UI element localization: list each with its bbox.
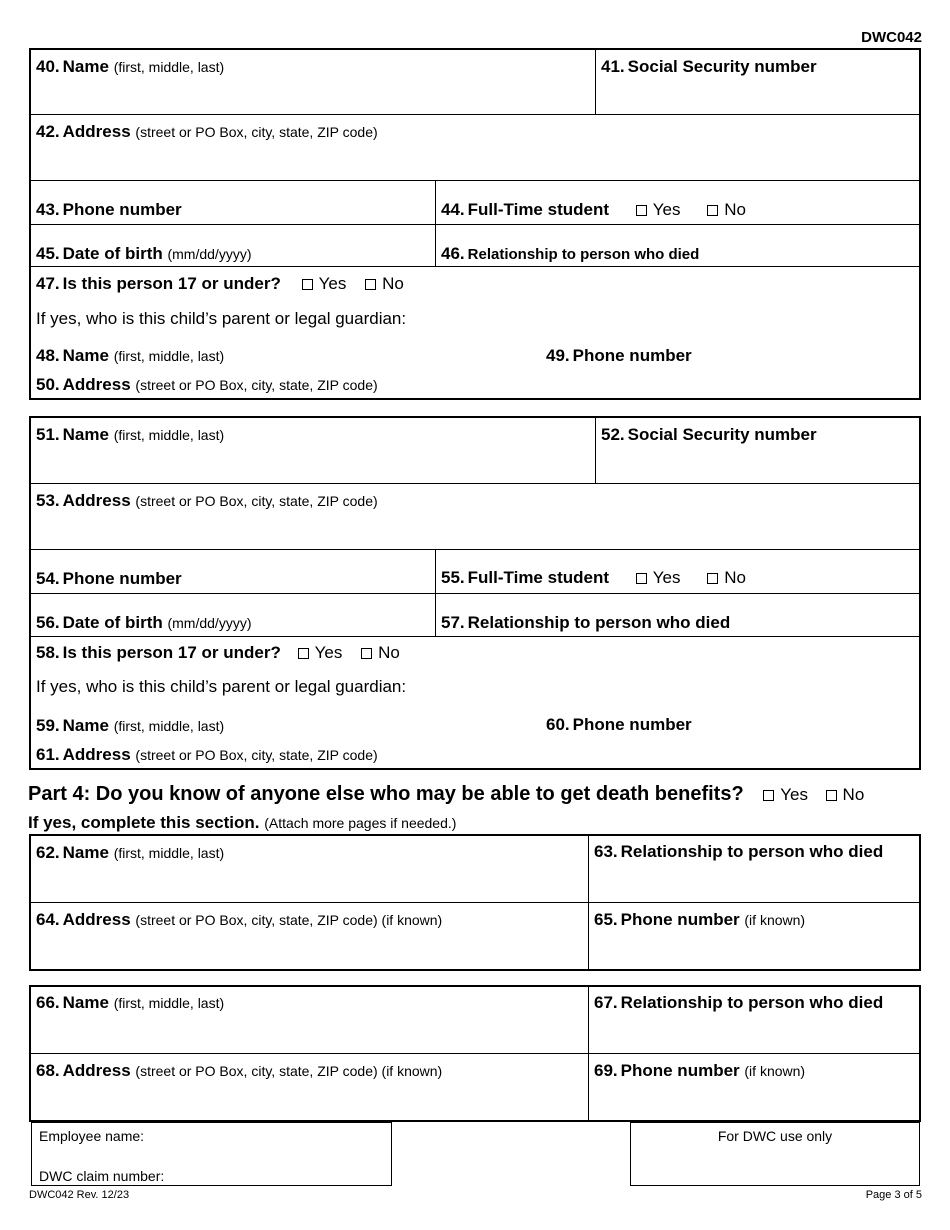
field-title: Phone number [620, 1061, 740, 1080]
guardian-prompt: If yes, who is this child’s parent or legal guardian: [36, 677, 407, 696]
field-number: 48. [36, 346, 60, 365]
field-note: (street or PO Box, city, state, ZIP code) [135, 124, 378, 140]
dob-field[interactable] [36, 244, 251, 264]
claim-number-label: DWC claim number: [39, 1168, 165, 1184]
employee-info-box [31, 1122, 392, 1186]
field-note: (if known) [744, 912, 806, 928]
guardian-prompt: If yes, who is this child’s parent or legal guardian: [36, 309, 407, 328]
field-note: (street or PO Box, city, state, ZIP code) (if known) [135, 1063, 443, 1079]
relationship-field[interactable] [594, 842, 883, 862]
option-label: No [724, 568, 746, 587]
option-label: No [378, 643, 400, 662]
divider [31, 636, 919, 637]
field-title: Name [62, 346, 109, 365]
field-title: Address [62, 1061, 131, 1080]
divider [31, 549, 919, 550]
minor-yes-checkbox[interactable] [302, 279, 313, 290]
ssn-field[interactable] [601, 425, 817, 445]
field-number: 51. [36, 425, 60, 444]
relationship-field[interactable] [441, 613, 730, 633]
field-note: (first, middle, last) [113, 59, 225, 75]
divider [31, 1053, 919, 1054]
field-note: (first, middle, last) [113, 718, 225, 734]
field-title: Social Security number [627, 425, 817, 444]
field-title: Address [62, 122, 131, 141]
phone-field[interactable] [594, 1061, 805, 1081]
divider [31, 224, 919, 225]
divider [588, 987, 589, 1120]
divider [31, 114, 919, 115]
field-number: 58. [36, 643, 60, 662]
option-label: Yes [652, 568, 681, 587]
field-number: 65. [594, 910, 618, 929]
dwc-use-box [630, 1122, 920, 1186]
field-note: (first, middle, last) [113, 348, 225, 364]
field-number: 46. [441, 244, 465, 263]
field-title: Relationship to person who died [620, 993, 884, 1012]
field-number: 41. [601, 57, 625, 76]
employee-name-label: Employee name: [39, 1128, 145, 1144]
field-title: Full-Time student [467, 200, 609, 219]
field-number: 56. [36, 613, 60, 632]
field-number: 53. [36, 491, 60, 510]
field-title: Name [62, 993, 109, 1012]
guardian-address-field[interactable] [36, 375, 378, 395]
form-id: DWC042 [861, 29, 922, 46]
field-title: Name [62, 57, 109, 76]
field-title: Date of birth [62, 244, 163, 263]
minor-no-checkbox[interactable] [365, 279, 376, 290]
relationship-field[interactable] [441, 244, 699, 265]
field-title: Phone number [572, 715, 692, 734]
address-field[interactable] [36, 910, 442, 930]
option-label: Yes [652, 200, 681, 219]
dob-field[interactable] [36, 613, 251, 633]
option-label: No [382, 274, 404, 293]
field-title: Relationship to person who died [620, 842, 884, 861]
field-number: 49. [546, 346, 570, 365]
address-field[interactable] [36, 1061, 442, 1081]
field-title: Is this person 17 or under? [62, 643, 281, 662]
minor-question [36, 274, 404, 294]
part-4-question: Part 4: Do you know of anyone else who may be able to get death benefits? [28, 783, 744, 805]
field-title: Address [62, 491, 131, 510]
field-number: 45. [36, 244, 60, 263]
field-number: 54. [36, 569, 60, 588]
field-number: 68. [36, 1061, 60, 1080]
instruction-note: (Attach more pages if needed.) [264, 815, 457, 831]
name-field[interactable] [36, 993, 224, 1013]
field-note: (first, middle, last) [113, 845, 225, 861]
option-label: Yes [780, 785, 808, 804]
field-title: Address [62, 745, 131, 764]
field-number: 57. [441, 613, 465, 632]
divider [31, 593, 919, 594]
part-4-no-checkbox[interactable] [826, 790, 837, 801]
field-number: 62. [36, 843, 60, 862]
divider [31, 180, 919, 181]
minor-question [36, 643, 400, 663]
name-field[interactable] [36, 57, 224, 77]
field-number: 44. [441, 200, 465, 219]
revision-label: DWC042 Rev. 12/23 [29, 1189, 130, 1201]
guardian-address-field[interactable] [36, 745, 378, 765]
field-note: (first, middle, last) [113, 995, 225, 1011]
field-number: 66. [36, 993, 60, 1012]
field-note: (street or PO Box, city, state, ZIP code) [135, 747, 378, 763]
option-label: Yes [318, 274, 347, 293]
field-title: Name [62, 425, 109, 444]
divider [588, 836, 589, 969]
divider [31, 902, 919, 903]
field-number: 63. [594, 842, 618, 861]
divider [595, 418, 596, 483]
dependent-2-section [29, 416, 921, 770]
part-4-heading [28, 783, 864, 806]
name-field[interactable] [36, 425, 224, 445]
divider [595, 50, 596, 114]
field-title: Phone number [62, 569, 182, 588]
student-no-checkbox[interactable] [707, 573, 718, 584]
name-field[interactable] [36, 843, 224, 863]
minor-yes-checkbox[interactable] [298, 648, 309, 659]
other-person-2-section [29, 985, 921, 1122]
dependent-1-section [29, 48, 921, 400]
field-number: 47. [36, 274, 60, 293]
option-label: No [724, 200, 746, 219]
student-yes-checkbox[interactable] [636, 573, 647, 584]
divider [435, 180, 436, 266]
phone-field[interactable] [36, 200, 182, 220]
address-field[interactable] [36, 491, 378, 511]
field-title: Is this person 17 or under? [62, 274, 281, 293]
field-title: Phone number [620, 910, 740, 929]
field-title: Full-Time student [467, 568, 609, 587]
divider [31, 483, 919, 484]
part-4-instruction [28, 813, 456, 833]
phone-field[interactable] [36, 569, 182, 589]
field-number: 67. [594, 993, 618, 1012]
student-yes-checkbox[interactable] [636, 205, 647, 216]
field-title: Name [62, 843, 109, 862]
guardian-name-field[interactable] [36, 716, 224, 736]
field-title: Phone number [62, 200, 182, 219]
divider [435, 549, 436, 636]
field-number: 50. [36, 375, 60, 394]
field-number: 43. [36, 200, 60, 219]
field-title: Name [62, 716, 109, 735]
field-note: (mm/dd/yyyy) [167, 246, 252, 262]
part-4-yes-checkbox[interactable] [763, 790, 774, 801]
minor-no-checkbox[interactable] [361, 648, 372, 659]
student-field [441, 200, 746, 220]
field-title: Relationship to person who died [467, 246, 700, 263]
field-number: 42. [36, 122, 60, 141]
relationship-field[interactable] [594, 993, 883, 1013]
phone-field[interactable] [594, 910, 805, 930]
guardian-phone-field[interactable] [546, 346, 692, 366]
field-number: 59. [36, 716, 60, 735]
field-note: (street or PO Box, city, state, ZIP code) [135, 493, 378, 509]
divider [31, 266, 919, 267]
dwc-use-label: For DWC use only [717, 1128, 833, 1144]
field-title: Social Security number [627, 57, 817, 76]
option-label: Yes [314, 643, 343, 662]
field-title: Date of birth [62, 613, 163, 632]
field-number: 52. [601, 425, 625, 444]
field-title: Address [62, 910, 131, 929]
field-note: (if known) [744, 1063, 806, 1079]
field-number: 61. [36, 745, 60, 764]
instruction-text: If yes, complete this section. [28, 813, 260, 832]
field-number: 60. [546, 715, 570, 734]
field-title: Phone number [572, 346, 692, 365]
field-note: (mm/dd/yyyy) [167, 615, 252, 631]
field-title: Address [62, 375, 131, 394]
student-no-checkbox[interactable] [707, 205, 718, 216]
field-note: (street or PO Box, city, state, ZIP code) [135, 377, 378, 393]
student-field [441, 568, 746, 588]
field-number: 55. [441, 568, 465, 587]
guardian-phone-field[interactable] [546, 715, 692, 735]
guardian-name-field[interactable] [36, 346, 224, 366]
ssn-field[interactable] [601, 57, 817, 77]
field-note: (first, middle, last) [113, 427, 225, 443]
option-label: No [842, 785, 865, 804]
field-note: (street or PO Box, city, state, ZIP code) (if known) [135, 912, 443, 928]
field-title: Relationship to person who died [467, 613, 731, 632]
field-number: 69. [594, 1061, 618, 1080]
page-number: Page 3 of 5 [865, 1189, 922, 1201]
address-field[interactable] [36, 122, 378, 142]
field-number: 40. [36, 57, 60, 76]
field-number: 64. [36, 910, 60, 929]
other-person-1-section [29, 834, 921, 971]
